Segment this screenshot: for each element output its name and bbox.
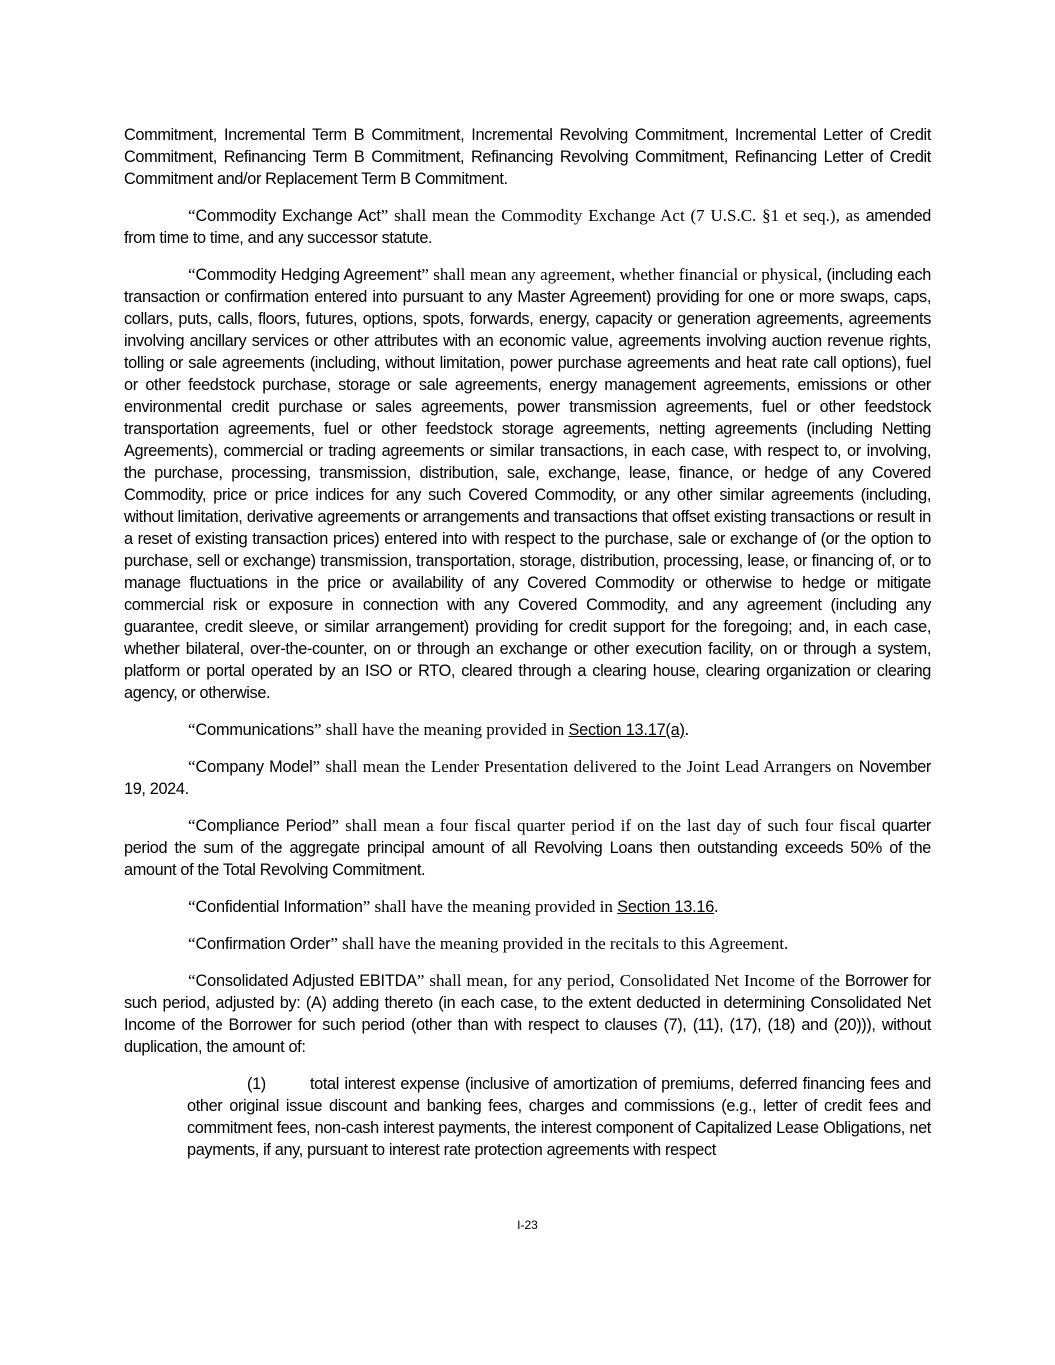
defined-term: Consolidated Adjusted EBITDA bbox=[195, 972, 417, 990]
defined-term: Confidential Information bbox=[195, 898, 363, 916]
definition-confidential-information: “Confidential Information” shall have the meaning provided in Section 13.16. bbox=[188, 897, 719, 916]
definition-confirmation-order: “Confirmation Order” shall have the meaning provided in the recitals to this Agreement. bbox=[188, 934, 789, 953]
definition-consolidated-adjusted-ebitda: “Consolidated Adjusted EBITDA” shall mean, for any period, Consolidated Net Income of the Borrower for such period, adjusted by: (A) adding thereto (in each case, to the extent deducted in determining Consolidated Net Income of the Borrower for such period (other than with respect to clauses (7), (11), (17), (18) and (20))), without duplication, the amount of: bbox=[124, 971, 931, 1056]
clause-1 bbox=[187, 1073, 931, 1161]
definition-communications: “Communications” shall have the meaning provided in Section 13.17(a). bbox=[188, 720, 689, 739]
definition-compliance-period: “Compliance Period” shall mean a four fiscal quarter period if on the last day of such four fiscal quarter period the sum of the aggregate principal amount of all Revolving Loans then outstanding exceeds 50% of the amount of the Total Revolving Commitment. bbox=[124, 816, 932, 879]
clause-text: total interest expense (inclusive of amortization of premiums, deferred financing fees and other original issue discount and banking fees, charges and commissions (e.g., letter of credit fees and commitment fees, non-cash interest payments, the interest component of Capitalized Lease Obligations, net payments, if any, pursuant to interest rate protection agreements with respect bbox=[187, 1075, 931, 1159]
defined-term: Commodity Exchange Act bbox=[195, 207, 381, 225]
defined-term: Communications bbox=[195, 721, 314, 739]
definition-company-model: “Company Model” shall mean the Lender Presentation delivered to the Joint Lead Arrangers on November 19, 2024. bbox=[124, 757, 931, 798]
defined-term: Commodity Hedging Agreement bbox=[195, 266, 422, 284]
paragraph-continuation: Commitment, Incremental Term B Commitment, Incremental Revolving Commitment, Incremental Letter of Credit Commitment, Refinancing Term B Commitment, Refinancing Revolving Commitment, Refinancing Letter of Credit Commitment and/or Replacement Term B Commitment. bbox=[124, 126, 931, 188]
defined-term: Compliance Period bbox=[195, 817, 332, 835]
defined-term: Confirmation Order bbox=[195, 935, 331, 953]
section-reference-link[interactable]: Section 13.17(a) bbox=[568, 721, 685, 739]
definition-commodity-exchange-act: “Commodity Exchange Act” shall mean the Commodity Exchange Act (7 U.S.C. §1 et seq.), as amended from time to time, and any successor statute. bbox=[124, 206, 932, 247]
section-reference-link[interactable]: Section 13.16 bbox=[617, 898, 715, 916]
clause-number: (1) bbox=[247, 1075, 266, 1093]
document-body bbox=[124, 124, 931, 1161]
definition-commodity-hedging-agreement: “Commodity Hedging Agreement” shall mean any agreement, whether financial or physical, (including each transaction or confirmation entered into pursuant to any Master Agreement) providing for one or more swaps, caps, collars, puts, calls, floors, futures, options, spots, forwards, energy, capacity or generation agreements, agreements involving ancillary services or other attributes with an economic value, agreements involving auction revenue rights, tolling or sale agreements (including, without limitation, power purchase agreements and heat rate call options), fuel or other feedstock purchase, storage or sale agreements, energy management agreements, emissions or other environmental credit purchase or sales agreements, power transmission agreements, fuel or other feedstock transportation agreements, fuel or other feedstock storage agreements, netting agreements (including Netting Agreements), commercial or trading agreements or similar transactions, in each case, with respect to, or involving, the purchase, processing, transmission, distribution, sale, exchange, lease, finance, or hedge of any Covered Commodity, price or price indices for any such Covered Commodity, or any other similar agreements (including, without limitation, derivative agreements or arrangements and transactions that offset existing transactions or result in a reset of existing transaction prices) entered into with respect to the purchase, sale or exchange of (or the option to purchase, sell or exchange) transmission, transportation, storage, distribution, processing, lease, or financing of, or to manage fluctuations in the price or availability of any Covered Commodity or otherwise to hedge or mitigate commercial risk or exposure in connection with any Covered Commodity, and any agreement (including any guarantee, credit sleeve, or similar arrangement) providing for credit support for the foregoing; and, in each case, whether bilateral, over-the-counter, on or through an exchange or other execution facility, on or through a system, platform or portal operated by an ISO or RTO, cleared through a clearing house, clearing organization or clearing agency, or otherwise. bbox=[124, 265, 931, 702]
page-number: I-23 bbox=[517, 1218, 538, 1232]
defined-term: Company Model bbox=[195, 758, 313, 776]
